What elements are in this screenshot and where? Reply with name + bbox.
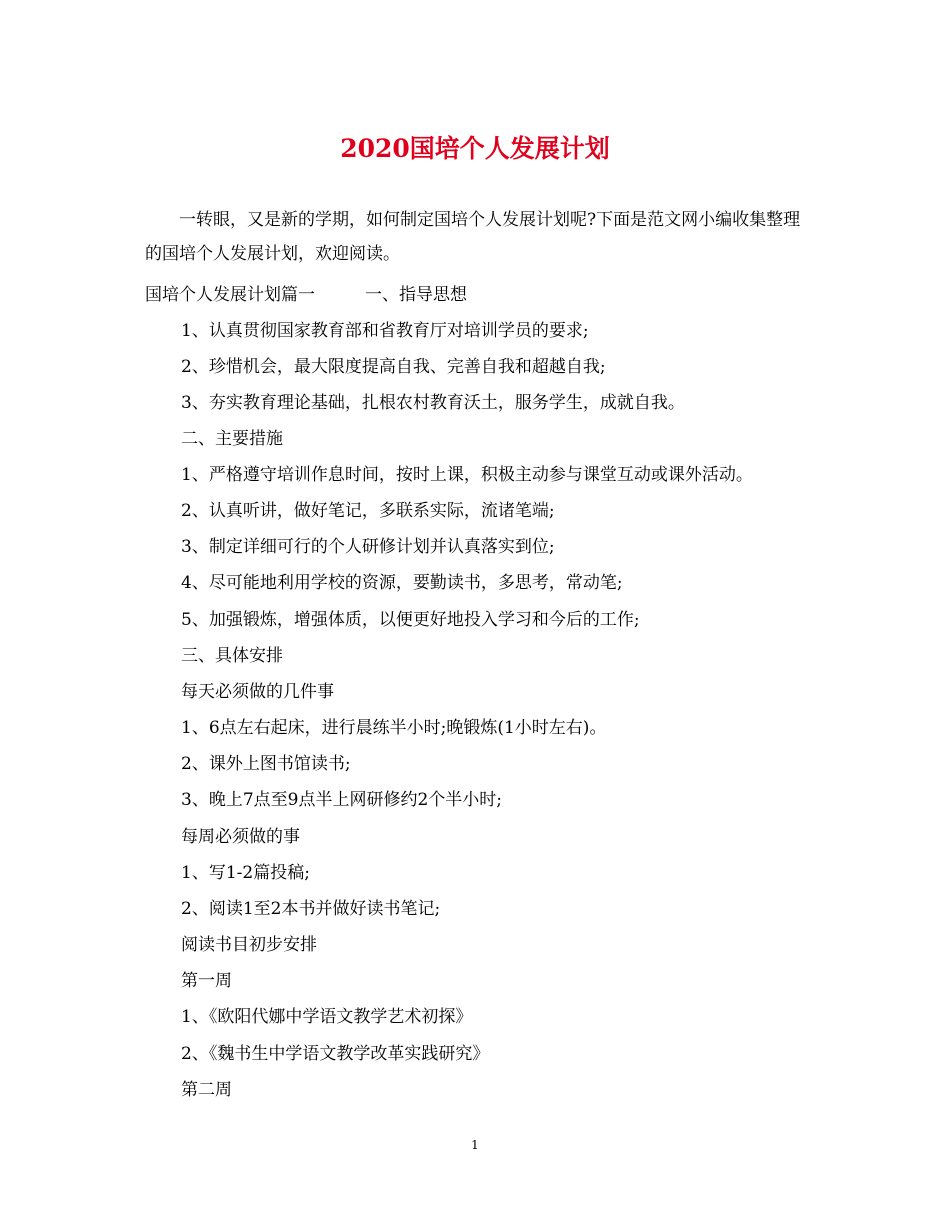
body-line: 5、加强锻炼，增强体质，以便更好地投入学习和今后的工作;: [181, 610, 640, 630]
subheading: 阅读书目初步安排: [181, 935, 317, 955]
subheading: 每周必须做的事: [181, 827, 300, 847]
section-heading: 二、主要措施: [181, 429, 283, 449]
body-line: 1、《欧阳代娜中学语文教学艺术初探》: [181, 1007, 473, 1027]
body-line: 2、认真听讲，做好笔记，多联系实际，流诸笔端;: [181, 501, 555, 521]
body-line: 1、6点左右起床，进行晨练半小时;晚锻炼(1小时左右)。: [181, 718, 607, 738]
subheading: 每天必须做的几件事: [181, 682, 334, 702]
section-heading: 三、具体安排: [181, 646, 283, 666]
document-title: 2020国培个人发展计划: [340, 134, 610, 163]
section-title-left: 国培个人发展计划篇一: [145, 285, 315, 305]
subheading: 第二周: [181, 1080, 232, 1100]
section-heading: [145, 278, 467, 312]
intro-paragraph: 一转眼，又是新的学期，如何制定国培个人发展计划呢?下面是范文网小编收集整理的国培个人发展计划，欢迎阅读。: [145, 210, 801, 264]
subheading: 第一周: [181, 971, 232, 991]
body-line: 1、严格遵守培训作息时间，按时上课，积极主动参与课堂互动或课外活动。: [181, 465, 753, 485]
body-line: 1、认真贯彻国家教育部和省教育厅对培训学员的要求;: [181, 321, 589, 341]
page-number: 1: [471, 1138, 479, 1152]
body-line: 3、制定详细可行的个人研修计划并认真落实到位;: [181, 537, 555, 557]
body-line: 2、珍惜机会，最大限度提高自我、完善自我和超越自我;: [181, 357, 606, 377]
body-line: 2、阅读1至2本书并做好读书笔记;: [181, 899, 441, 919]
body-line: 2、《魏书生中学语文教学改革实践研究》: [181, 1044, 490, 1064]
section-title-right: 一、指导思想: [365, 285, 467, 305]
body-line: 1、写1-2篇投稿;: [181, 863, 310, 883]
body-line: 3、晚上7点至9点半上网研修约2个半小时;: [181, 790, 502, 810]
body-line: 4、尽可能地利用学校的资源，要勤读书，多思考，常动笔;: [181, 573, 623, 593]
body-line: 2、课外上图书馆读书;: [181, 754, 351, 774]
body-line: 3、夯实教育理论基础，扎根农村教育沃土，服务学生，成就自我。: [181, 393, 685, 413]
